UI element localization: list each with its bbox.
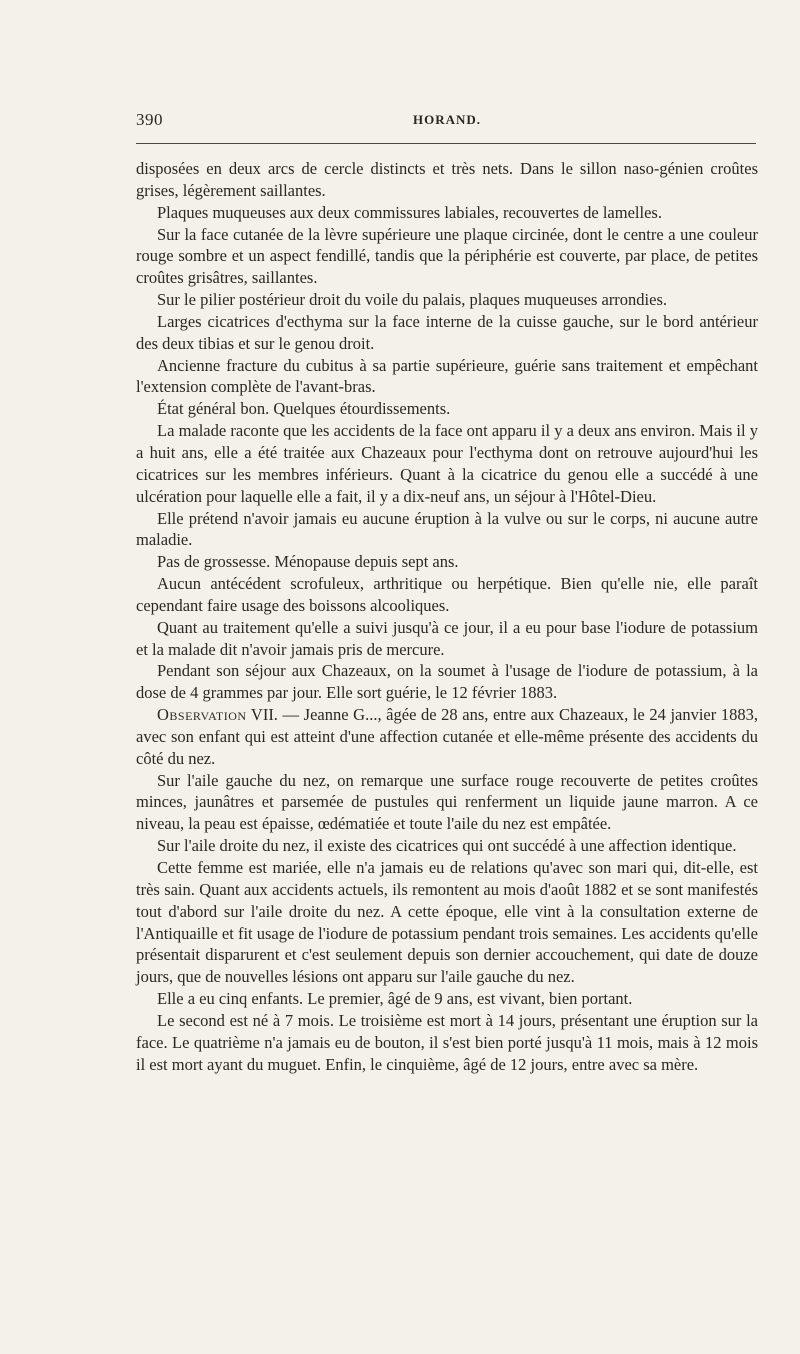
paragraph: Sur le pilier postérieur droit du voile du palais, plaques muqueuses arrondies. xyxy=(157,290,668,310)
paragraph: La malade raconte que les accidents de la face ont apparu il y a deux ans environ. Mais il y a huit ans, elle a été traitée aux Chazeaux pour l'ecthyma dont on retrouve aujourd'hui les cicatrices sur les membres inférieurs. Quant à la cicatrice du genou elle a succédé à une ulcération pour laquelle elle a fait, il y a dix-neuf ans, un séjour à l'Hôtel-Dieu. xyxy=(136,421,758,506)
paragraph: Pendant son séjour aux Chazeaux, on la soumet à l'usage de l'iodure de potassium, à la dose de 4 grammes par jour. Elle sort guérie, le 12 février 1883. xyxy=(136,661,758,703)
paragraph: Sur l'aile gauche du nez, on remarque une surface rouge recouverte de petites croûtes minces, jaunâtres et parsemée de pustules qui renferment un liquide jaune marron. A ce niveau, la peau est épaisse, œdématiée et toute l'aile du nez est empâtée. xyxy=(136,770,758,834)
paragraph: Pas de grossesse. Ménopause depuis sept ans. xyxy=(157,552,459,572)
paragraph: Sur la face cutanée de la lèvre supérieure une plaque circinée, dont le centre a une couleur rouge sombre et un aspect fendillé, tandis que la périphérie est couverte, par place, de petites croûtes grisâtres, saillantes. xyxy=(136,224,758,288)
paragraph: Aucun antécédent scrofuleux, arthritique ou herpétique. Bien qu'elle nie, elle paraît cependant faire usage des boissons alcooliques. xyxy=(136,574,758,615)
observation-text: VII. — Jeanne G..., âgée de 28 ans, entre aux Chazeaux, le 24 janvier 1883, avec son enfant qui est atteint d'une affection cutanée et elle-même présente des accidents du côté du nez. xyxy=(136,705,758,768)
header-rule xyxy=(136,143,756,144)
observation-label: Observation xyxy=(157,705,247,725)
observation-paragraph xyxy=(136,704,758,770)
paragraph: Elle prétend n'avoir jamais eu aucune éruption à la vulve ou sur le corps, ni aucune autre maladie. xyxy=(136,508,758,550)
paragraph: Elle a eu cinq enfants. Le premier, âgé de 9 ans, est vivant, bien portant. xyxy=(157,989,633,1009)
paragraph: Quant au traitement qu'elle a suivi jusqu'à ce jour, il a eu pour base l'iodure de potassium et la malade dit n'avoir jamais pris de mercure. xyxy=(136,617,758,659)
running-title: HORAND. xyxy=(412,112,482,127)
paragraph: Cette femme est mariée, elle n'a jamais eu de relations qu'avec son mari qui, dit-elle, est très sain. Quant aux accidents actuels, ils remontent au mois d'août 1882 et se sont manifestés tout d'abord sur l'aile droite du nez. A cette époque, elle vint à la consultation externe de l'Antiquaille et fit usage de l'iodure de potassium pendant trois semaines. Les accidents qu'elle présentait disparurent et c'est seulement depuis son dernier accouchement, qui date de douze jours, que de nouvelles lésions ont apparu sur l'aile gauche du nez. xyxy=(136,858,758,987)
paragraph: Ancienne fracture du cubitus à sa partie supérieure, guérie sans traitement et empêchant l'extension complète de l'avant-bras. xyxy=(136,355,758,397)
paragraph: Larges cicatrices d'ecthyma sur la face interne de la cuisse gauche, sur le bord antérieur des deux tibias et sur le genou droit. xyxy=(136,311,758,353)
paragraph: disposées en deux arcs de cercle distincts et très nets. Dans le sillon naso-génien croûtes grises, légèrement saillantes. xyxy=(136,159,758,200)
page-header xyxy=(136,106,758,130)
paragraph: Plaques muqueuses aux deux commissures labiales, recouvertes de lamelles. xyxy=(157,202,662,222)
page-number: 390 xyxy=(136,110,163,129)
paragraph: État général bon. Quelques étourdissements. xyxy=(157,399,451,419)
page-body xyxy=(136,158,758,1075)
paragraph: Sur l'aile droite du nez, il existe des cicatrices qui ont succédé à une affection identique. xyxy=(157,836,737,856)
paragraph: Le second est né à 7 mois. Le troisième est mort à 14 jours, présentant une éruption sur la face. Le quatrième n'a jamais eu de bouton, il s'est bien porté jusqu'à 11 mois, mais à 12 mois il est mort ayant du muguet. Enfin, le cinquième, âgé de 12 jours, entre avec sa mère. xyxy=(136,1010,758,1074)
